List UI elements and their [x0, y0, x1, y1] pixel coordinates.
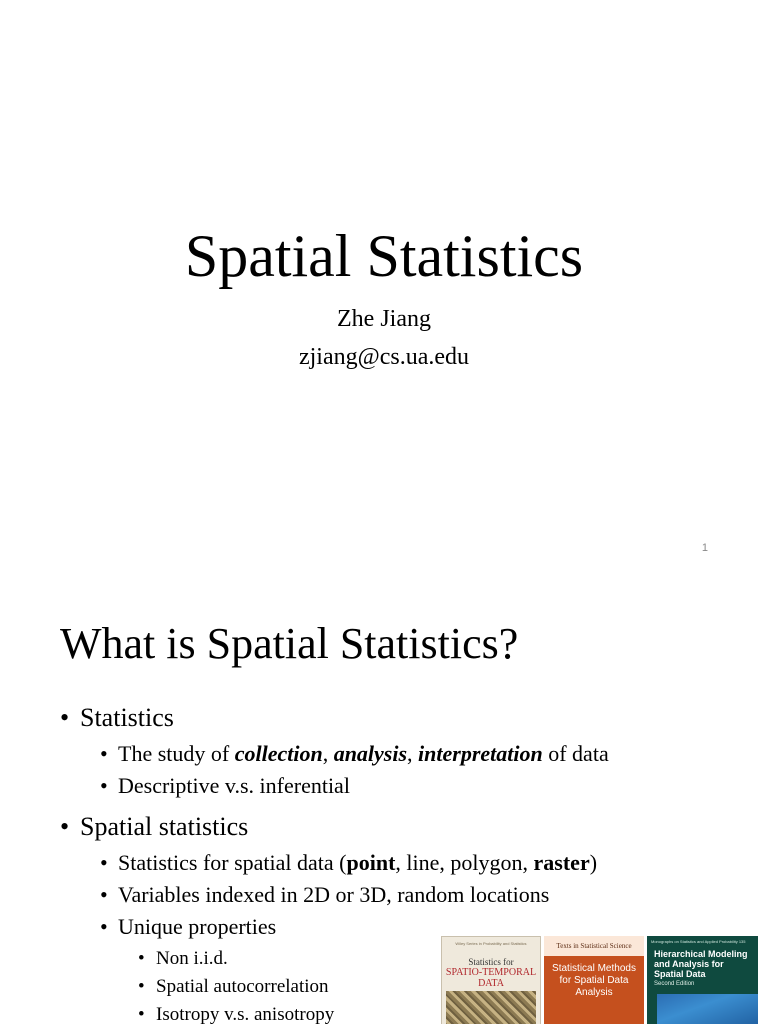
bullet-text: Unique properties [118, 914, 277, 939]
page-number: 1 [701, 542, 708, 554]
book-title-line2: SPATIO-TEMPORAL DATA [445, 967, 537, 989]
text-segment: , [407, 741, 419, 766]
bullet-icon: • [100, 741, 108, 766]
bullet-icon: • [100, 850, 108, 875]
text-segment: of data [542, 741, 609, 766]
bullet-icon: • [100, 882, 108, 907]
property-item [138, 947, 228, 971]
cover-image [657, 994, 758, 1024]
text-segment: , [322, 741, 334, 766]
sub-bullet-unique-properties [100, 913, 276, 941]
book-series: Monographs on Statistics and Applied Probability 135 [651, 939, 746, 944]
book-title: Hierarchical Modeling and Analysis for Spatial Data [654, 949, 748, 979]
bullet-icon: • [60, 703, 70, 732]
bullet-label: Statistics [80, 703, 174, 732]
book-cover-spatio-temporal [441, 936, 541, 1024]
bullet-text: Descriptive v.s. inferential [118, 773, 350, 798]
book-title: Statistical Methods for Spatial Data Analysis [552, 963, 636, 998]
book-edition: Second Edition [654, 981, 695, 987]
bullet-icon: • [138, 948, 145, 969]
text-segment: , line, polygon, [395, 850, 534, 875]
sub-bullet-study [100, 740, 609, 768]
term-collection: collection [234, 741, 323, 766]
bullet-icon: • [138, 976, 145, 997]
term-raster: raster [533, 850, 590, 875]
property-item [138, 975, 329, 999]
book-title-line1: Statistics for [468, 957, 514, 967]
sub-bullet-descriptive [100, 772, 350, 800]
sub-bullet-variables [100, 881, 549, 909]
bullet-label: Spatial statistics [80, 812, 249, 841]
author-email: zjiang@cs.ua.edu [298, 344, 470, 370]
term-point: point [346, 850, 396, 875]
slide-heading: What is Spatial Statistics? [60, 619, 519, 668]
bullet-icon: • [60, 812, 70, 841]
bullet-icon: • [138, 1004, 145, 1024]
property-text: Spatial autocorrelation [156, 976, 329, 997]
property-item [138, 1003, 334, 1024]
term-interpretation: interpretation [418, 741, 543, 766]
bullet-statistics [60, 702, 174, 734]
property-text: Isotropy v.s. anisotropy [156, 1004, 335, 1024]
sub-bullet-data-types [100, 849, 597, 877]
text-segment: Statistics for spatial data ( [118, 850, 347, 875]
cover-image [446, 991, 536, 1024]
book-cover-statistical-methods [544, 936, 644, 1024]
book-series: Wiley Series in Probability and Statistics [455, 941, 527, 946]
property-text: Non i.i.d. [156, 948, 228, 969]
content-slide [0, 576, 768, 1024]
term-analysis: analysis [333, 741, 408, 766]
slide-title: Spatial Statistics [184, 223, 584, 289]
bullet-spatial-statistics [60, 811, 248, 843]
author-name: Zhe Jiang [337, 306, 431, 332]
text-segment: ) [589, 850, 598, 875]
bullet-icon: • [100, 773, 108, 798]
book-cover-hierarchical-modeling [647, 936, 758, 1024]
bullet-text: Variables indexed in 2D or 3D, random locations [118, 882, 550, 907]
book-series: Texts in Statistical Science [556, 942, 632, 950]
text-segment: The study of [118, 741, 235, 766]
bullet-icon: • [100, 914, 108, 939]
